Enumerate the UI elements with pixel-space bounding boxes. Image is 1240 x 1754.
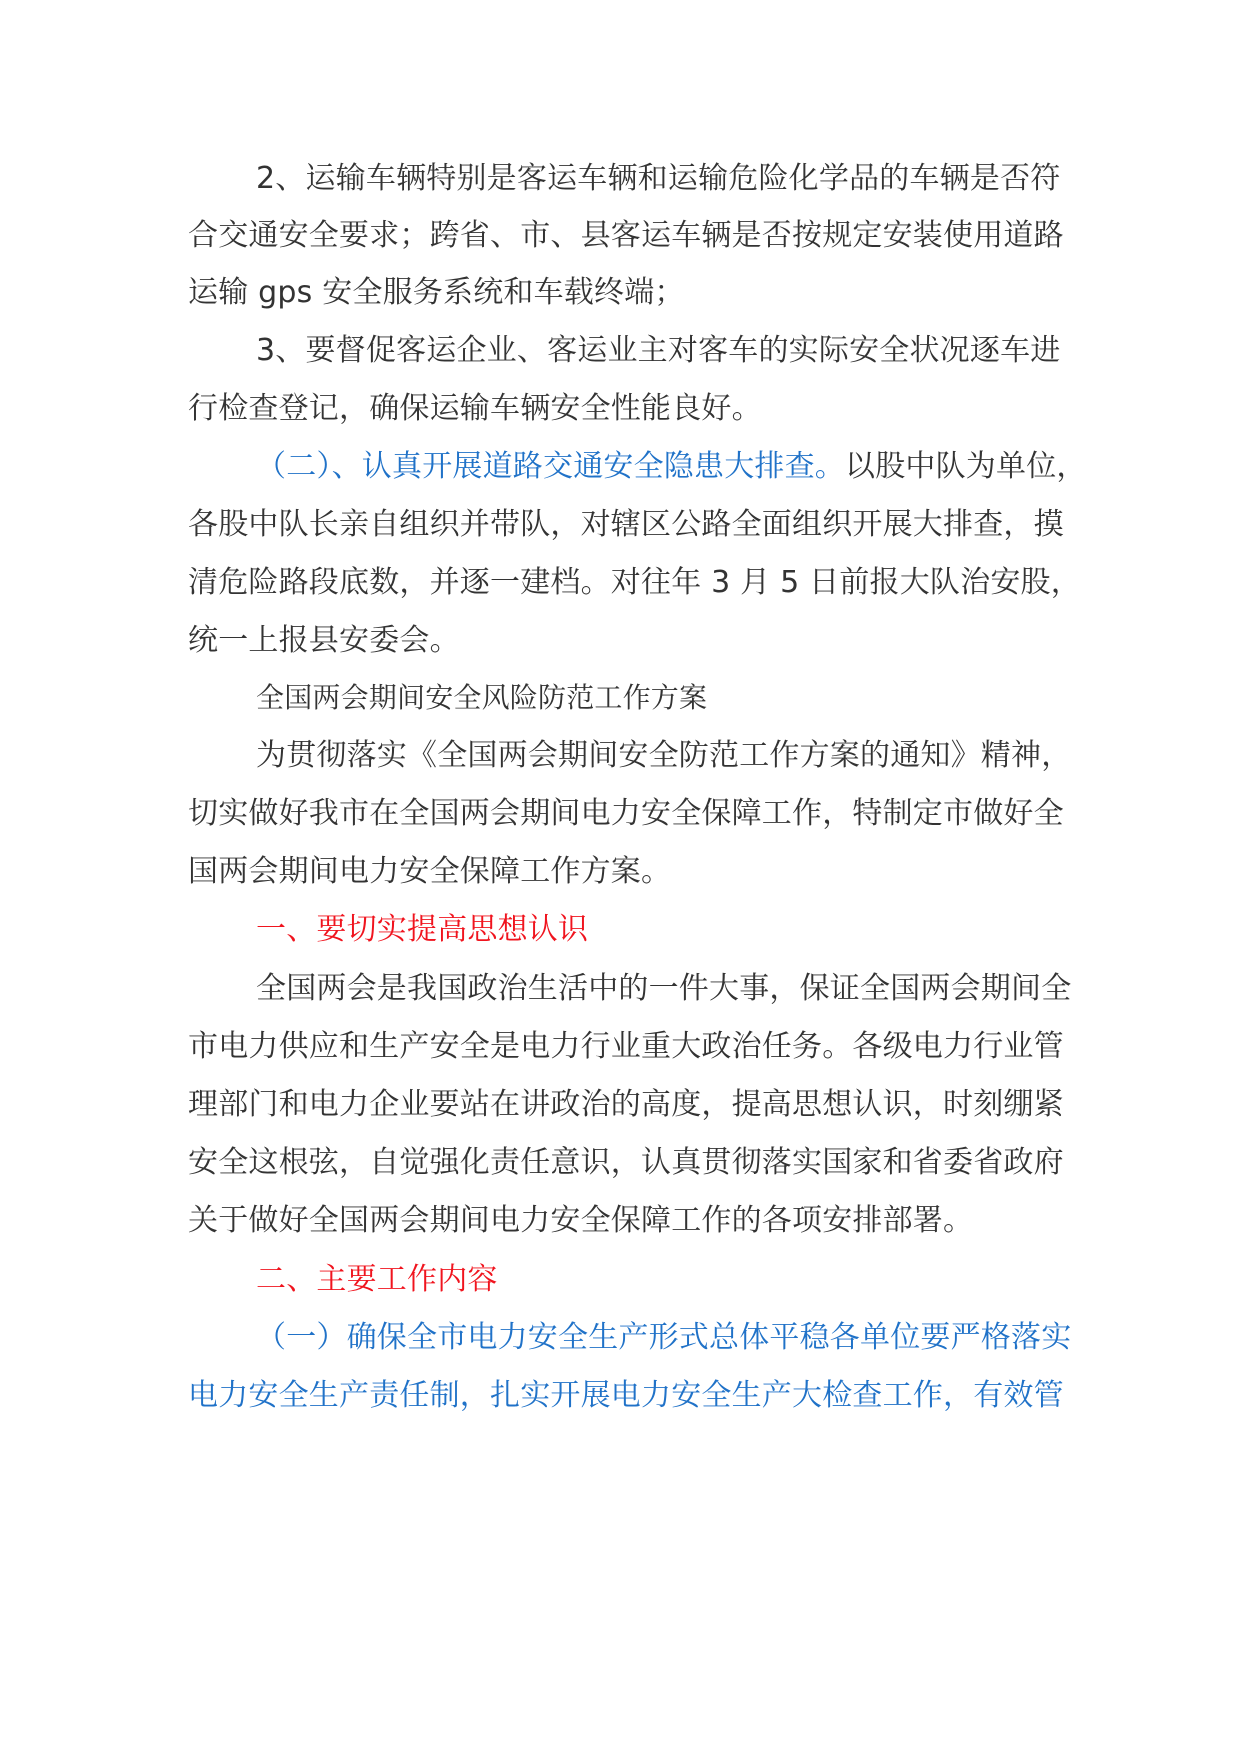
section-er-line2: 各股中队长亲自组织并带队，对辖区公路全面组织开展大排查，摸: [188, 507, 1064, 542]
section-er-line3: 清危险路段底数，并逐一建档。对往年 3 月 5 日前报大队治安股，: [188, 565, 1081, 600]
para-one-line5: 关于做好全国两会期间电力安全保障工作的各项安排部署。: [188, 1203, 974, 1238]
section-er-line1: [256, 447, 1087, 487]
section-er-line1-rest: 以股中队为单位，: [845, 449, 1087, 484]
item2-line3: 运输 gps 安全服务系统和车载终端；: [188, 275, 685, 310]
para-one-line1: 全国两会是我国政治生活中的一件大事，保证全国两会期间全: [256, 971, 1072, 1006]
item2-line2: 合交通安全要求；跨省、市、县客运车辆是否按规定安装使用道路: [188, 218, 1064, 253]
intro-line2: 切实做好我市在全国两会期间电力安全保障工作，特制定市做好全: [188, 796, 1064, 831]
item2-line1: 2、运输车辆特别是客运车辆和运输危险化学品的车辆是否符: [256, 161, 1061, 196]
para-one-line4: 安全这根弦，自觉强化责任意识，认真贯彻落实国家和省委省政府: [188, 1145, 1064, 1180]
para-one-line2: 市电力供应和生产安全是电力行业重大政治任务。各级电力行业管: [188, 1029, 1064, 1064]
sub-one-line1: （一）确保全市电力安全生产形式总体平稳各单位要严格落实: [256, 1320, 1072, 1355]
section-er-heading: （二）、认真开展道路交通安全隐患大排查。: [256, 449, 845, 484]
para-one-line3: 理部门和电力企业要站在讲政治的高度，提高思想认识，时刻绷紧: [188, 1087, 1064, 1122]
heading-one: 一、要切实提高思想认识: [256, 912, 589, 947]
heading-two: 二、主要工作内容: [256, 1262, 498, 1297]
sub-one-line2: 电力安全生产责任制，扎实开展电力安全生产大检查工作，有效管: [188, 1378, 1064, 1413]
item3-line2: 行检查登记，确保运输车辆安全性能良好。: [188, 391, 762, 426]
intro-line3: 国两会期间电力安全保障工作方案。: [188, 854, 672, 889]
section-er-line4: 统一上报县安委会。: [188, 623, 460, 658]
item3-line1: 3、要督促客运企业、客运业主对客车的实际安全状况逐车进: [256, 333, 1061, 368]
intro-line1: 为贯彻落实《全国两会期间安全防范工作方案的通知》精神，: [256, 738, 1072, 773]
plan-title: 全国两会期间安全风险防范工作方案: [256, 681, 708, 714]
